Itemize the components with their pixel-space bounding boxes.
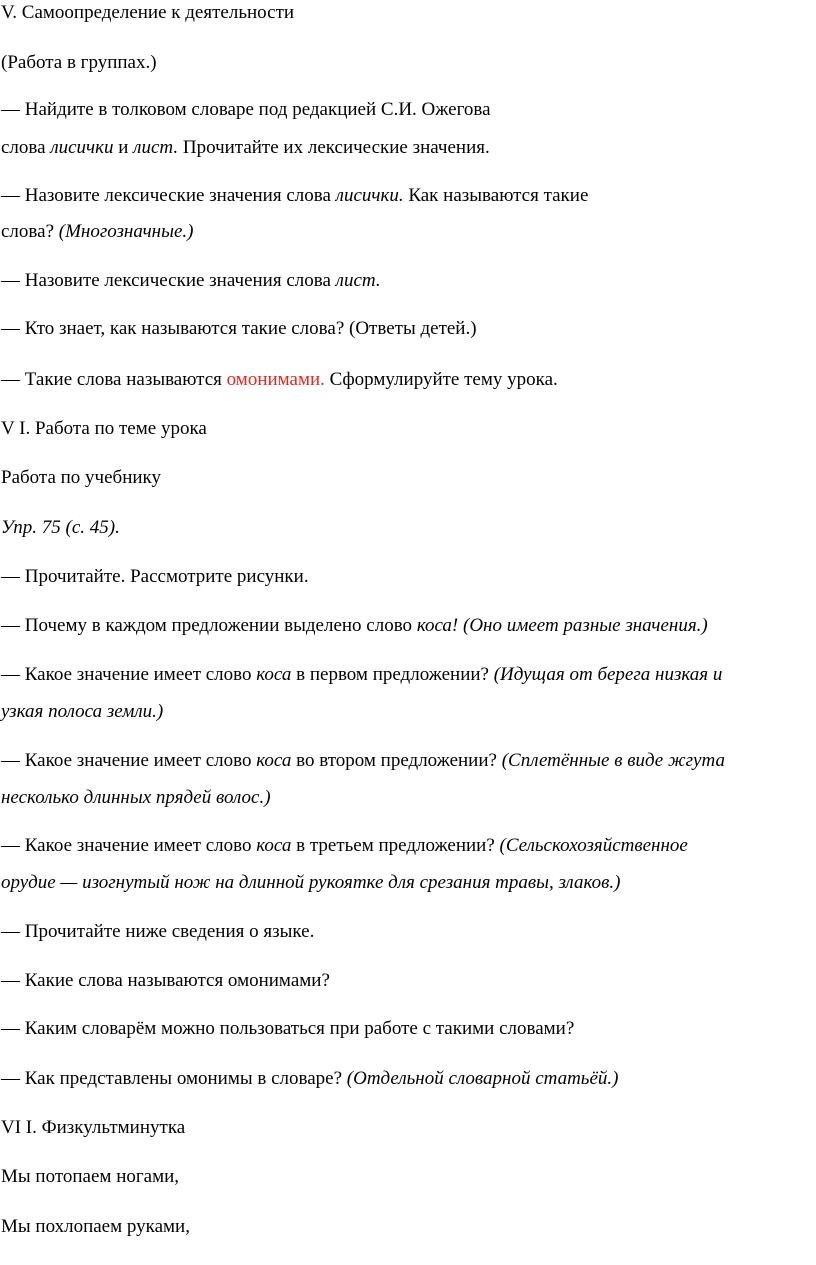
section-7-title (1, 1117, 185, 1139)
textbook-work-text: Работа по учебнику (1, 467, 162, 488)
italic-word: лисички (50, 137, 114, 158)
exercise-text: Упр. 75 (с. 45). (1, 517, 120, 538)
question-list (1, 270, 381, 292)
question-kosa-third-line2 (1, 872, 620, 894)
poem-line-1 (1, 1166, 179, 1188)
italic-word: коса (256, 664, 292, 685)
text-segment: Как называются такие (403, 185, 589, 206)
text-segment: — Как представлены омонимы в словаре? (1, 1068, 347, 1089)
text-segment: и (113, 137, 134, 158)
question-dictionary-line1 (1, 99, 491, 121)
text-segment: — Прочитайте. Рассмотрите рисунки. (1, 566, 309, 587)
answer-text: (Идущая от берега низкая и (493, 664, 723, 685)
highlighted-term: омонимами. (226, 369, 325, 390)
group-work-note-text: (Работа в группах.) (1, 52, 157, 73)
answer-text: орудие — изогнутый нож на длинной рукоятке для срезания травы, злаков.) (1, 872, 621, 893)
text-segment: слова (1, 137, 51, 158)
question-kosa-first-line1 (1, 664, 722, 686)
question-kosa-third-line1 (1, 835, 688, 857)
group-work-note (1, 52, 157, 74)
text-segment: во втором предложении? (291, 750, 502, 771)
section-5-title-text: V. Самоопределение к деятельности (1, 2, 295, 23)
question-read (1, 566, 309, 588)
text-segment: Прочитайте их лексические значения. (178, 137, 490, 158)
text-segment: — Какие слова называются омонимами? (1, 970, 330, 991)
question-kosa-second-line1 (1, 750, 725, 772)
poem-line-2 (1, 1216, 190, 1238)
text-segment: в первом предложении? (291, 664, 494, 685)
question-who-knows (1, 318, 477, 340)
question-homonyms-in-dictionary (1, 1068, 618, 1090)
answer-text: узкая полоса земли.) (1, 701, 164, 722)
text-segment: — Каким словарём можно пользоваться при работе с такими словами? (1, 1018, 575, 1039)
answer-text: (Многозначные.) (58, 221, 194, 242)
text-segment: слова? (1, 221, 59, 242)
text-segment: — Назовите лексические значения слова (1, 185, 336, 206)
question-lisichki-line2 (1, 221, 193, 243)
question-lisichki-line1 (1, 185, 588, 207)
text-segment: в третьем предложении? (291, 835, 500, 856)
text-segment: Мы похлопаем руками, (1, 1216, 190, 1237)
text-segment: Сформулируйте тему урока. (324, 369, 558, 390)
exercise-reference (1, 517, 120, 539)
question-which-dictionary (1, 1018, 574, 1040)
question-homonyms (1, 369, 558, 391)
italic-word: коса (256, 750, 292, 771)
text-segment: — Прочитайте ниже сведения о языке. (1, 921, 315, 942)
text-segment: — Какое значение имеет слово (1, 835, 257, 856)
question-kosa-second-line2 (1, 787, 271, 809)
textbook-work-subtitle (1, 467, 161, 489)
text-segment: — Назовите лексические значения слова (1, 270, 336, 291)
question-what-homonyms (1, 970, 330, 992)
text-segment: — Почему в каждом предложении выделено слово (1, 615, 417, 636)
section-6-title-text: V I. Работа по теме урока (1, 418, 207, 439)
text-segment: Мы потопаем ногами, (1, 1166, 180, 1187)
question-read-info (1, 921, 314, 943)
question-kosa-first-line2 (1, 701, 163, 723)
text-segment: — Такие слова называются (1, 369, 227, 390)
section-6-title (1, 418, 207, 440)
question-dictionary-text: — Найдите в толковом словаре под редакцией С.И. Ожегова (1, 99, 491, 120)
section-5-title (1, 2, 294, 24)
italic-word: лист. (133, 137, 179, 158)
question-kosa-highlighted (1, 615, 708, 637)
section-7-title-text: VI I. Физкультминутка (1, 1117, 186, 1138)
italic-word: коса (256, 835, 292, 856)
answer-text: (Сельскохозяйственное (499, 835, 688, 856)
answer-text: коса! (Оно имеет разные значения.) (416, 615, 708, 636)
text-segment: — Какое значение имеет слово (1, 750, 257, 771)
text-segment: — Кто знает, как называются такие слова? (Ответы детей.) (1, 318, 477, 339)
answer-text: (Отдельной словарной статьёй.) (346, 1068, 619, 1089)
answer-text: (Сплетённые в виде жгута (501, 750, 725, 771)
answer-text: несколько длинных прядей волос.) (1, 787, 271, 808)
text-segment: — Какое значение имеет слово (1, 664, 257, 685)
italic-word: лист. (335, 270, 381, 291)
italic-word: лисички. (335, 185, 404, 206)
question-dictionary-line2 (1, 137, 490, 159)
